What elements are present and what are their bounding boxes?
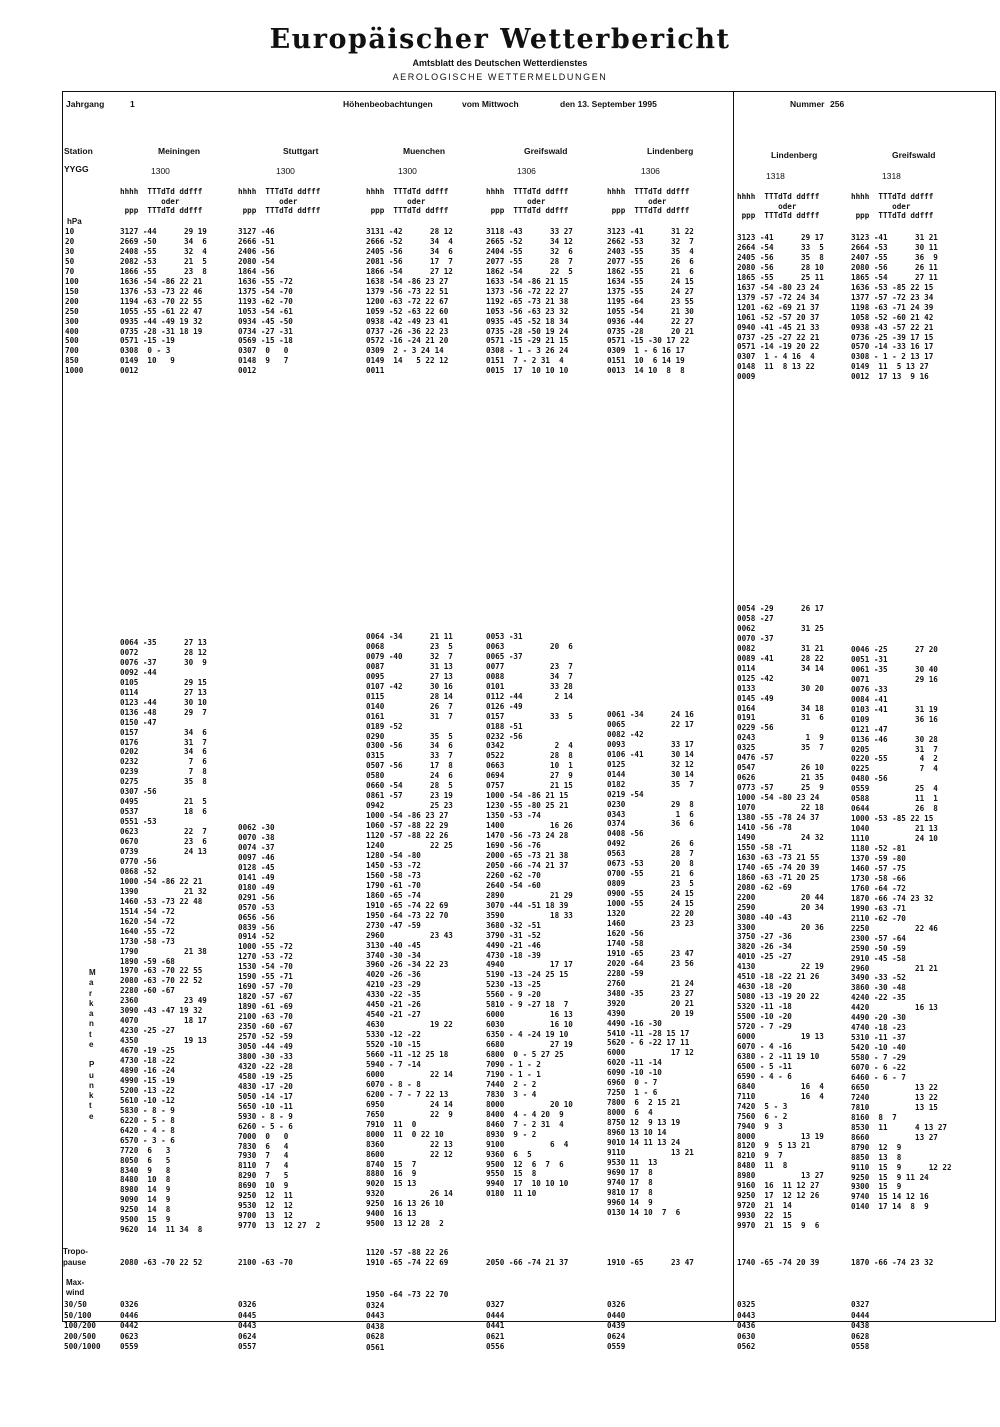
maxwind-data: 0326 0440 0439 0624 0559 xyxy=(607,1300,626,1352)
jahrgang-value: 1 xyxy=(130,99,135,109)
station-name: Meiningen xyxy=(158,146,201,156)
tropopause-data: 2100 -63 -70 xyxy=(238,1258,293,1267)
obs-label: Höhenbeobachtungen xyxy=(343,99,433,109)
maxwind-data: 0327 0444 0438 0628 0558 xyxy=(851,1300,870,1352)
std-level-data: 3118 -43 33 27 2665 -52 34 12 2404 -55 32 6 2077 -55 28 7 1862 -54 22 5 1633 -54 -86 21 15 1373 -56 -72 22 27 1192 -65 -73 21 38 1053 -56 -63 23 32 0935 -45 -52 18 34 0735 -28 -50 19 24 0571 -15 -29 21 15 0308 - 1 - 3 26 24 0151 7 - 2 31 4 0015 17 10 10 10 xyxy=(486,227,573,376)
station-name: Lindenberg xyxy=(771,150,818,160)
significant-level-data: 0061 -34 24 16 0065 22 17 0082 -42 0093 33 17 0106 -41 30 14 0125 32 12 0144 30 14 0182 35 7 0219 -54 0230 29 8 0343 1 6 0374 36 6 0408 -56 0492 26 6 0563 28 7 0673 -53 20 8 0700 -55 21 6 0809 23 5 0900 -55 24 15 1000 -55 24 15 1320 22 20 1460 23 23 1620 -56 1740 -58 1910 -65 23 47 2020 -64 23 56 2280 -59 2760 21 24 3480 -35 23 27 3920 20 21 4390 20 19 4490 -16 -30 5410 -11 -28 15 17 5620 - 6 -22 17 11 6000 17 12 6020 -11 -14 6090 -10 -10 6960 0 - 7 7250 1 - 6 7800 6 2 15 21 8000 6 4 8750 12 9 13 19 8960 13 10 14 9010 14 11 13 24 9110 13 21 9530 11 13 9690 17 8 9740 17 8 9810 17 8 9960 14 9 0130 14 10 7 6 xyxy=(607,710,694,1217)
wind-level-col: 30/50 50/100 100/200 200/500 500/1000 xyxy=(64,1300,101,1352)
tropopause-data: 1910 -65 23 47 xyxy=(607,1258,694,1267)
divider-line xyxy=(733,91,734,1322)
std-level-data: 3127 -46 2666 -51 2406 -56 2080 -54 1864 -56 1636 -55 -72 1375 -54 -70 1193 -62 -70 1053 -54 -61 0934 -45 -50 0734 -27 -31 0569 -15 -18 0307 0 0 0148 9 7 0012 xyxy=(238,227,293,376)
significant-level-data: 0064 -34 21 11 0068 23 5 0079 -40 32 7 0087 31 13 0095 27 13 0107 -42 30 16 0115 28 14 0140 26 7 0161 31 7 0189 -52 0290 35 5 0300 -56 34 6 0315 33 7 0507 -56 17 8 0580 24 6 0660 -54 28 5 0861 -57 23 19 0942 25 23 1000 -54 -86 23 27 1060 -57 -88 22 29 1120 -57 -88 22 26 1240 22 25 1280 -54 -80 1450 -53 -72 1560 -58 -73 1790 -61 -70 1860 -65 -74 1910 -65 -74 22 69 1950 -64 -73 22 70 2730 -47 -59 2960 23 43 3130 -40 -45 3740 -30 -34 3960 -26 -34 22 23 4020 -26 -36 4210 -23 -29 4330 -22 -35 4450 -21 -26 4540 -21 -27 4630 19 22 5330 -12 -22 5520 -10 -15 5660 -11 -12 25 18 5940 - 7 -14 6000 22 14 6070 - 8 - 8 6200 - 7 - 7 22 13 6950 24 14 7650 22 9 7910 11 0 8000 11 0 22 10 8360 22 13 8600 22 12 8740 15 7 8880 16 9 9020 15 13 9320 26 14 9250 16 13 26 10 9400 16 13 9500 13 12 28 2 xyxy=(366,632,453,1229)
station-name: Greifswald xyxy=(892,150,936,160)
station-name: Stuttgart xyxy=(283,146,319,156)
report-title: Europäischer Wetterbericht xyxy=(269,24,731,55)
station-time: 1306 xyxy=(517,166,536,176)
hpa-label: hPa xyxy=(67,217,82,226)
yygg-label: YYGG xyxy=(64,164,89,174)
significant-level-data: 0053 -31 0063 20 6 0065 -37 0077 23 7 0088 34 7 0101 33 28 0112 -44 2 14 0126 -49 0157 33 5 0188 -51 0232 -56 0342 2 4 0522 28 8 0663 10 1 0694 27 9 0757 21 15 1000 -54 -86 21 15 1230 -55 -80 25 21 1350 -53 -74 1400 16 26 1470 -56 -73 24 28 1690 -56 -76 2000 -65 -73 21 38 2050 -66 -74 21 37 2260 -62 -70 2640 -54 -60 2890 21 29 3070 -44 -51 18 39 3590 18 33 3680 -32 -51 3790 -31 -52 4490 -21 -46 4730 -18 -39 4940 17 17 5190 -13 -24 25 15 5230 -13 -25 5560 - 9 -20 5810 - 9 -27 18 7 6000 16 13 6030 16 10 6350 - 4 -24 19 10 6680 27 19 6800 0 - 5 27 25 7090 - 1 - 2 7190 - 1 - 1 7440 2 - 2 7830 3 - 4 8000 20 10 8400 4 - 4 20 9 8460 7 - 2 31 4 8930 9 - 2 9100 6 4 9360 6 5 9500 12 6 7 6 9550 15 8 9940 17 10 10 10 0180 11 10 xyxy=(486,632,573,1199)
station-name: Muenchen xyxy=(403,146,446,156)
maxwind-label: Max- wind xyxy=(66,1278,85,1297)
station-name: Greifswald xyxy=(524,146,568,156)
column-header: hhhh TTTdTd ddfff oder ppp TTTdTd ddfff xyxy=(366,187,449,215)
maxwind-data: 0325 0443 0436 0630 0562 xyxy=(737,1300,756,1352)
nummer-value: 256 xyxy=(830,99,845,109)
column-header: hhhh TTTdTd ddfff oder ppp TTTdTd ddfff xyxy=(737,192,820,220)
station-time: 1318 xyxy=(882,171,901,181)
maxwind-data: 0327 0444 0441 0621 0556 xyxy=(486,1300,505,1352)
nummer-label: Nummer xyxy=(790,99,825,109)
maxwind-data: 0326 0446 0442 0623 0559 xyxy=(120,1300,139,1352)
std-level-data: 3131 -42 28 12 2666 -52 34 4 2405 -56 34 6 2081 -56 17 7 1866 -54 27 12 1638 -54 -86 23 27 1379 -56 -73 22 51 1200 -63 -72 22 67 1059 -52 -63 22 60 0938 -42 -49 23 41 0737 -26 -36 22 23 0572 -16 -24 21 20 0309 2 - 3 24 14 0149 14 5 22 12 0011 xyxy=(366,227,453,376)
station-time: 1300 xyxy=(398,166,417,176)
station-time: 1306 xyxy=(641,166,660,176)
std-level-data: 3123 -41 31 22 2662 -53 32 7 2403 -55 35 4 2077 -55 26 6 1862 -55 21 6 1634 -55 24 15 1375 -55 24 27 1195 -64 23 55 1055 -54 21 30 0936 -44 22 27 0735 -28 20 21 0571 -15 -30 17 22 0309 1 - 6 16 17 0151 10 6 14 19 0013 14 10 8 8 xyxy=(607,227,694,376)
column-header: hhhh TTTdTd ddfff oder ppp TTTdTd ddfff xyxy=(607,187,690,215)
section-title: AEROLOGISCHE WETTERMELDUNGEN xyxy=(392,72,608,82)
std-level-data: 3127 -44 29 19 2669 -50 34 6 2408 -55 32 4 2082 -53 21 5 1866 -55 23 8 1636 -54 -86 22 21 1376 -53 -73 22 46 1194 -63 -70 22 55 1055 -55 -61 22 47 0935 -44 -49 19 32 0735 -28 -31 18 19 0571 -15 -19 0308 0 - 3 0149 10 9 0012 xyxy=(120,227,207,376)
std-level-data: 3123 -41 31 21 2664 -53 30 11 2407 -55 36 9 2080 -56 26 11 1865 -54 27 11 1636 -53 -85 22 15 1377 -57 -72 23 34 1198 -63 -71 24 39 1058 -52 -60 21 42 0938 -43 -57 22 21 0736 -25 -39 17 15 0570 -14 -33 16 17 0308 - 1 - 2 13 17 0149 11 5 13 27 0012 17 13 9 16 xyxy=(851,233,938,382)
column-header: hhhh TTTdTd ddfff oder ppp TTTdTd ddfff xyxy=(120,187,203,215)
report-subtitle: Amtsblatt des Deutschen Wetterdienstes xyxy=(412,58,588,68)
markante-punkte-label: M a r k a n t e P u n k t e xyxy=(89,968,96,1121)
station-time: 1300 xyxy=(276,166,295,176)
significant-level-data: 0062 -30 0070 -38 0074 -37 0097 -46 0128 -45 0141 -49 0180 -49 0291 -56 0570 -53 0656 -56 0839 -56 0914 -52 1000 -55 -72 1270 -53 -72 1530 -54 -70 1590 -55 -71 1690 -57 -70 1820 -57 -67 1890 -61 -69 2100 -63 -70 2350 -60 -67 2570 -52 -59 3050 -44 -49 3800 -30 -33 4320 -22 -28 4580 -19 -25 4830 -17 -20 5050 -14 -17 5650 -10 -11 5930 - 8 - 9 6260 - 5 - 6 7000 0 0 7830 6 4 7930 7 4 8110 7 4 8290 7 5 8690 10 9 9250 12 11 9530 12 12 9700 13 12 9770 13 12 27 2 xyxy=(238,823,321,1231)
maxwind-data: 1950 -64 -73 22 70 0324 0443 0438 0628 0561 xyxy=(366,1290,449,1352)
std-level-col: 10 20 30 50 70 100 150 200 250 300 400 500 700 850 1000 xyxy=(65,227,84,376)
jahrgang-label: Jahrgang xyxy=(66,99,105,109)
tropopause-data: 1120 -57 -88 22 26 1910 -65 -74 22 69 xyxy=(366,1248,449,1267)
station-time: 1300 xyxy=(151,166,170,176)
date-prefix: vom Mittwoch xyxy=(462,99,519,109)
station-time: 1318 xyxy=(766,171,785,181)
significant-level-data: 0064 -35 27 13 0072 28 12 0076 -37 30 9 0092 -44 0105 29 15 0114 27 13 0123 -44 30 10 0136 -48 29 7 0150 -47 0157 34 6 0176 31 7 0202 34 6 0232 7 6 0239 7 8 0275 35 8 0307 -56 0495 21 5 0537 18 6 0551 -53 0623 22 7 0670 23 6 0739 24 13 0770 -56 0868 -52 1000 -54 -86 22 21 1390 21 32 1460 -53 -73 22 48 1514 -54 -72 1620 -54 -72 1640 -55 -72 1730 -58 -73 1790 21 38 1890 -59 -68 1970 -63 -70 22 55 2080 -63 -70 22 52 2280 -60 -67 2360 23 49 3090 -43 -47 19 32 4070 18 17 4230 -25 -27 4350 19 13 4670 -19 -25 4730 -18 -22 4890 -16 -24 4990 -15 -19 5200 -13 -22 5610 -10 -12 5830 - 8 - 9 6220 - 5 - 8 6420 - 4 - 8 6570 - 3 - 6 7720 6 3 8050 6 5 8340 9 8 8480 10 8 8980 14 9 9090 14 9 9250 14 8 9500 15 9 9620 14 11 34 8 xyxy=(120,638,207,1235)
station-name: Lindenberg xyxy=(647,146,694,156)
significant-level-data: 0046 -25 27 20 0051 -31 0061 -35 30 40 0071 29 16 0076 -33 0084 -41 0103 -41 31 19 0109 36 16 0121 -47 0136 -46 30 28 0205 31 7 0220 -55 4 2 0225 7 4 0480 -56 0559 25 4 0588 11 1 0644 26 8 1000 -53 -85 22 15 1040 21 13 1110 24 10 1180 -52 -81 1370 -59 -80 1460 -57 -75 1730 -58 -66 1760 -64 -72 1870 -66 -74 23 32 1990 -63 -71 2110 -62 -70 2250 22 46 2300 -57 -64 2590 -50 -59 2910 -45 -58 2960 21 21 3490 -33 -52 3860 -30 -48 4240 -22 -35 4420 16 13 4490 -20 -30 4740 -18 -23 5310 -11 -37 5420 -10 -40 5580 - 7 -29 6070 - 6 -22 6460 - 6 - 7 6650 13 22 7240 13 22 7810 13 15 8160 8 7 8530 11 4 13 27 8660 13 27 8790 12 9 8850 13 8 9110 15 9 12 22 9250 15 9 11 24 9300 15 9 9740 15 14 12 16 0140 17 14 8 9 xyxy=(851,645,952,1212)
tropopause-data: 2080 -63 -70 22 52 xyxy=(120,1258,203,1267)
column-header: hhhh TTTdTd ddfff oder ppp TTTdTd ddfff xyxy=(851,192,934,220)
tropopause-data: 2050 -66 -74 21 37 xyxy=(486,1258,569,1267)
tropopause-data: 1740 -65 -74 20 39 xyxy=(737,1258,820,1267)
column-header: hhhh TTTdTd ddfff oder ppp TTTdTd ddfff xyxy=(486,187,569,215)
std-level-data: 3123 -41 29 17 2664 -54 33 5 2405 -56 35 8 2080 -56 28 10 1865 -55 25 11 1637 -54 -80 23 24 1379 -57 -72 24 34 1201 -62 -69 21 37 1061 -52 -57 20 37 0940 -41 -45 21 33 0737 -25 -27 22 21 0571 -14 -19 20 22 0307 1 - 4 16 4 0148 11 8 13 22 0009 xyxy=(737,233,824,382)
column-header: hhhh TTTdTd ddfff oder ppp TTTdTd ddfff xyxy=(238,187,321,215)
tropopause-data: 1870 -66 -74 23 32 xyxy=(851,1258,934,1267)
date-text: den 13. September 1995 xyxy=(560,99,657,109)
maxwind-data: 0326 0445 0443 0624 0557 xyxy=(238,1300,257,1352)
significant-level-data: 0054 -29 26 17 0058 -27 0062 31 25 0070 -37 0082 31 21 0089 -41 28 22 0114 34 14 0125 -42 0133 30 20 0145 -49 0164 34 18 0191 31 6 0229 -56 0243 1 9 0325 35 7 0476 -57 0547 26 10 0626 21 35 0773 -57 25 9 1000 -54 -80 23 24 1070 22 18 1380 -55 -78 24 37 1410 -56 -78 1490 24 32 1550 -58 -71 1630 -63 -73 21 55 1740 -65 -74 20 39 1860 -63 -71 20 25 2080 -62 -69 2200 20 44 2590 20 34 3080 -40 -43 3300 20 36 3750 -27 -36 3820 -26 -34 4010 -25 -27 4130 22 19 4510 -18 -22 21 26 4630 -18 -20 5080 -13 -19 20 22 5320 -11 -18 5500 -10 -20 5720 - 7 -29 6000 19 13 6070 - 4 -16 6380 - 2 -11 19 10 6500 - 5 -11 6590 - 4 - 6 6840 16 4 7110 16 4 7420 5 - 3 7560 6 - 2 7940 9 3 8000 13 19 8120 9 5 13 21 8210 9 7 8480 11 8 8980 13 27 9160 16 11 12 27 9250 17 12 12 26 9720 21 14 9930 22 15 9970 21 15 9 6 xyxy=(737,604,824,1231)
tropopause-label: Tropo- pause xyxy=(63,1247,88,1267)
station-label: Station xyxy=(64,146,93,156)
